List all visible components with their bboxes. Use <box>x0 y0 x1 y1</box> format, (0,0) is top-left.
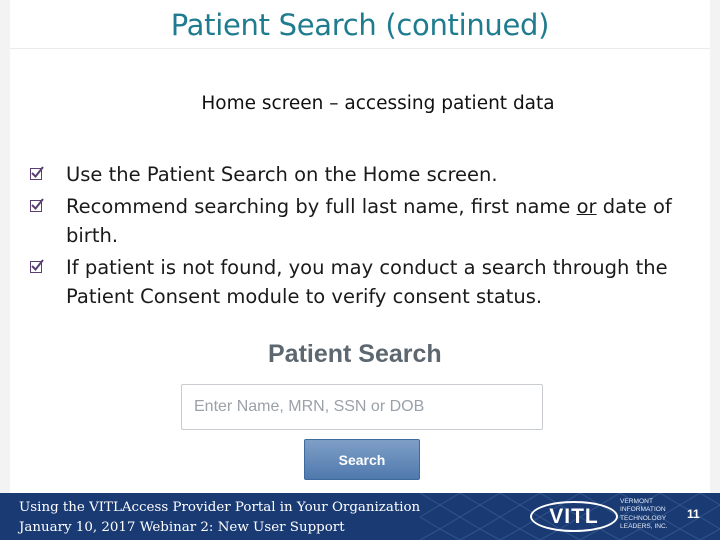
title-divider <box>10 48 710 49</box>
patient-search-heading: Patient Search <box>268 340 442 368</box>
slide-edge-right <box>710 0 720 493</box>
slide-edge-left <box>0 0 10 493</box>
slide-subtitle: Home screen – accessing patient data <box>201 93 555 114</box>
footer-line-1: Using the VITLAccess Provider Portal in Your Organization <box>19 500 421 515</box>
page-number: 11 <box>687 507 700 521</box>
bullet-item <box>30 253 690 311</box>
bullet-list <box>30 160 690 314</box>
bullet-item <box>30 160 690 189</box>
checkbox-icon <box>30 200 42 212</box>
bullet-text: Use the Patient Search on the Home screen. <box>66 163 498 186</box>
checkbox-icon <box>30 261 42 273</box>
bullet-item <box>30 192 690 250</box>
checkbox-icon <box>30 168 42 180</box>
bullet-text: If patient is not found, you may conduct a search through the Patient Consent module to verify consent status. <box>66 256 668 308</box>
bullet-text: Recommend searching by full last name, first name <box>66 195 577 218</box>
bullet-text: date of birth. <box>66 195 672 247</box>
vitl-logo-tagline: VERMONT INFORMATION TECHNOLOGY LEADERS, INC. <box>620 498 668 531</box>
vitl-logo: VITL <box>530 501 618 532</box>
slide-title: Patient Search (continued) <box>170 8 550 42</box>
search-button[interactable]: Search <box>304 439 420 480</box>
footer-line-2: January 10, 2017 Webinar 2: New User Support <box>19 520 345 535</box>
bullet-emphasis: or <box>576 195 597 218</box>
footer-text <box>19 498 420 538</box>
patient-search-input[interactable] <box>181 384 543 430</box>
footer-bar <box>0 493 720 540</box>
